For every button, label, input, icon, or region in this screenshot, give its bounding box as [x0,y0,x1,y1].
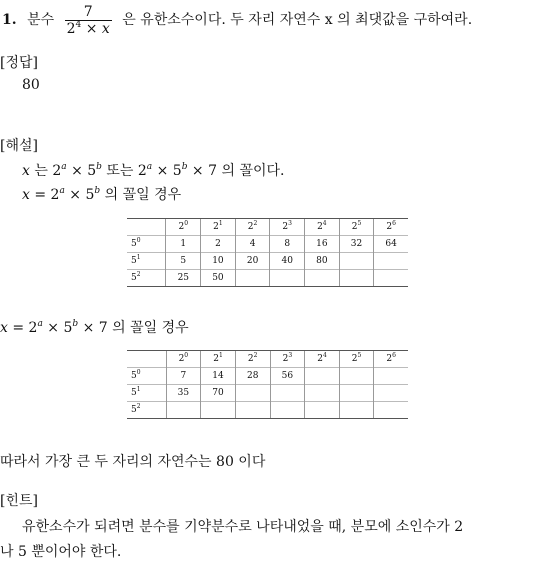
answer-label: [정답] [0,55,38,71]
table-header-cell: $2^2$ [235,351,270,368]
table-header-row [127,219,408,236]
table-cell [235,270,270,287]
table-cell [270,402,305,419]
question-line [2,2,472,38]
table-header-cell: $2^0$ [166,351,201,368]
table-row-header: $5^0$ [127,368,166,385]
table-2a5b7 [127,350,408,419]
question-number: 1. [2,12,17,28]
explanation-line-2: $x = 2^a \times 5^b$ 의 꼴일 경우 [22,186,182,203]
table-cell: 7 [166,368,201,385]
table-row-header: $5^2$ [127,402,166,419]
table-header-cell: $2^0$ [166,219,201,236]
table-cell [305,368,340,385]
table-cell [339,368,374,385]
table-cell: 5 [166,253,201,270]
table-header-cell: $2^3$ [270,351,305,368]
table-cell [305,270,340,287]
conclusion: 따라서 가장 큰 두 자리의 자연수는 80 이다 [0,454,266,470]
table-cell: 16 [305,236,340,253]
table-header-cell: $2^5$ [339,351,374,368]
table-cell: 4 [235,236,270,253]
table-cell [374,253,408,270]
table-row-header: $5^1$ [127,385,166,402]
table-cell [339,270,374,287]
hint-line-2: 나 5 뿐이어야 한다. [0,544,122,560]
table-cell: 20 [235,253,270,270]
table-corner-cell [127,219,166,236]
table-header-cell: $2^2$ [235,219,270,236]
table-row-header: $5^0$ [127,236,166,253]
table-cell [166,402,201,419]
table-cell: 32 [339,236,374,253]
table-cell [305,402,340,419]
table-cell [374,402,408,419]
table-cell [305,385,340,402]
fraction-denominator: $2^4 \times x$ [66,19,110,37]
table-cell: 40 [270,253,305,270]
table-cell: 14 [201,368,236,385]
table-cell: 35 [166,385,201,402]
table-header-cell: $2^4$ [305,219,340,236]
table-header-cell: $2^1$ [201,351,236,368]
table-cell [270,385,305,402]
table-header-cell: $2^6$ [374,351,408,368]
table-header-cell: $2^6$ [374,219,408,236]
table-row [127,236,408,253]
table-row [127,253,408,270]
table-2a5b [127,218,408,287]
table-row [127,270,408,287]
table-cell [339,253,374,270]
explanation-line-3: $x = 2^a \times 5^b \times 7$ 의 꼴일 경우 [0,319,189,336]
table-cell [374,385,408,402]
table-header-cell: $2^4$ [305,351,340,368]
table-cell: 10 [201,253,236,270]
table-cell [374,270,408,287]
table-row [127,385,408,402]
table-cell: 56 [270,368,305,385]
hint-line-1: 유한소수가 되려면 분수를 기약분수로 나타내었을 때, 분모에 소인수가 2 [22,519,464,535]
table-cell [235,402,270,419]
table-row-header: $5^2$ [127,270,166,287]
table-cell: 25 [166,270,201,287]
answer-value: 80 [22,77,40,93]
fraction-numerator: 7 [65,4,112,21]
table-header-row [127,351,408,368]
table-header-cell: $2^5$ [339,219,374,236]
table-cell [270,270,305,287]
table-row-header: $5^1$ [127,253,166,270]
table-row [127,402,408,419]
table-cell: 8 [270,236,305,253]
question-suffix: 은 유한소수이다. 두 자리 자연수 x 의 최댓값을 구하여라. [122,12,473,28]
table-header-cell: $2^3$ [270,219,305,236]
table-cell [339,402,374,419]
table-cell: 64 [374,236,408,253]
explanation-line-1: x 는 $2^a \times 5^b$ 또는 $2^a \times 5^b \times 7$ 의 꼴이다. [22,162,285,179]
question-prefix: 분수 [27,12,55,28]
table-row [127,368,408,385]
table-cell: 50 [201,270,236,287]
table-cell [374,368,408,385]
explanation-label: [해설] [0,138,38,154]
table-cell: 28 [235,368,270,385]
table-cell [201,402,236,419]
table-cell: 80 [305,253,340,270]
fraction [65,4,112,37]
hint-label: [힌트] [0,493,38,509]
table-cell: 70 [201,385,236,402]
table-header-cell: $2^1$ [201,219,236,236]
table-cell: 2 [201,236,236,253]
table-cell: 1 [166,236,201,253]
table-corner-cell [127,351,166,368]
table-cell [339,385,374,402]
table-cell [235,385,270,402]
